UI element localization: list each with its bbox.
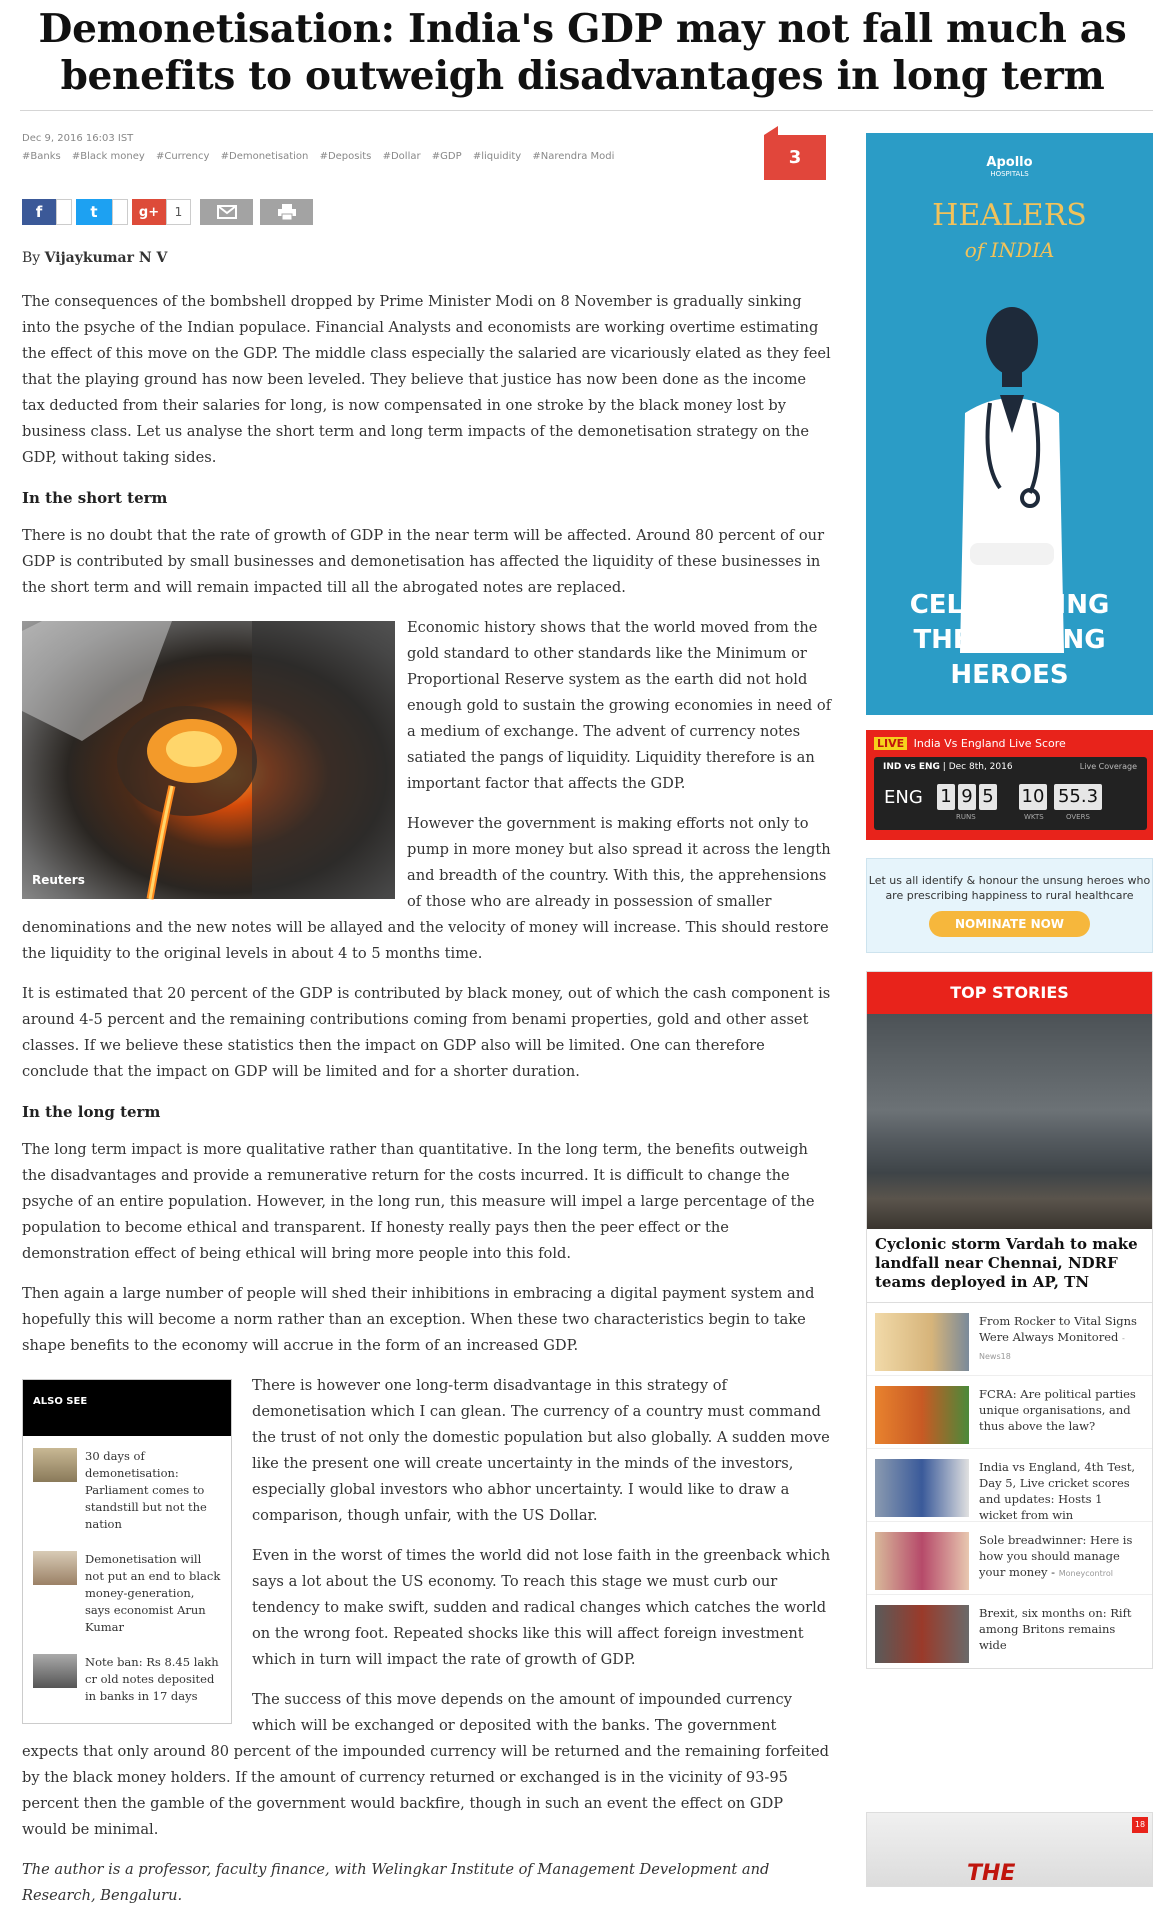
- top-stories-title: TOP STORIES: [867, 972, 1152, 1014]
- live-coverage-label: Live Coverage: [1079, 762, 1137, 771]
- tag-link[interactable]: #Deposits: [319, 151, 372, 162]
- top-story-item[interactable]: From Rocker to Vital Signs Were Always Monitored - News18: [867, 1303, 1152, 1376]
- tag-link[interactable]: #GDP: [431, 151, 462, 162]
- overs-value: 55.3: [1054, 784, 1102, 810]
- top-story-hero-image[interactable]: [867, 1014, 1152, 1229]
- runs-digit: 1: [937, 784, 955, 810]
- paragraph: There is however one long-term disadvantage in this strategy of demonetisation which I can glean. The currency of a country must command the trust of not only the domestic population but also globally. A sudden move like the present one will create uncertainty in the minds of the investors, especially global investors who abhor uncertainty. I would like to draw a comparison, though unfair, with the US Dollar.: [252, 1377, 830, 1524]
- tag-list: [22, 151, 622, 162]
- top-story-hero-title[interactable]: Cyclonic storm Vardah to make landfall near Chennai, NDRF teams deployed in AP, TN: [867, 1229, 1152, 1303]
- wickets-value: 10: [1019, 784, 1047, 810]
- publish-date: Dec 9, 2016 16:03 IST: [22, 133, 134, 144]
- team-name: ENG: [884, 787, 923, 808]
- paragraph: There is no doubt that the rate of growth of GDP in the near term will be affected. Around 80 percent of our GDP is contributed by small businesses and demonetisation has affected the liquidity of these businesses in the short term and will remain impacted till all the abrogated notes are replaced.: [22, 527, 825, 596]
- gplus-count: 1: [166, 199, 191, 225]
- thumbnail: [875, 1605, 969, 1663]
- molten-metal-image: [22, 621, 395, 899]
- article-image: [22, 621, 395, 899]
- celebrating-unsung-heroes: CELEBRATING THE UNSUNG HEROES: [909, 590, 1110, 690]
- facebook-icon: f: [35, 203, 43, 221]
- paragraph: The long term impact is more qualitative rather than quantitative. In the long term, the benefits outweigh the disadvantages and provide a remunerative return for the costs incurred. It is difficult to change the psyche of an entire population. However, in the long run, this measure will impel a large percentage of the population to become ethical and transparent. If honesty really pays then the peer effect or the demonstration effect of being ethical will bring more people into this fold.: [22, 1141, 815, 1262]
- live-badge: LIVE: [874, 737, 907, 750]
- byline: [22, 250, 167, 266]
- top-story-item[interactable]: Sole breadwinner: Here is how you should manage your money - Moneycontrol: [867, 1522, 1152, 1595]
- score-panel: IND vs ENG | Dec 8th, 2016 Live Coverage ENG 1 9 5 10 55.3 RUNS WKTS OVERS: [874, 757, 1147, 830]
- runs-digit: 5: [979, 784, 997, 810]
- tag-link[interactable]: #Black money: [71, 151, 145, 162]
- print-icon: [277, 204, 297, 220]
- thumbnail: [875, 1532, 969, 1590]
- header-divider: [20, 110, 1153, 111]
- apollo-healers-ad[interactable]: [866, 133, 1153, 715]
- paragraph: The consequences of the bombshell dropped by Prime Minister Modi on 8 November is gradually sinking into the psyche of the Indian populace. Financial Analysts and economists are working overtime estimating the effect of this move on the GDP. The middle class especially the salaried are vicariously elated as they feel that the playing ground has now been leveled. They believe that justice has now been done as the income tax deducted from their salaries for long, is now compensated in one stroke by the black money lost by business class. Let us analyse the short term and long term impacts of the demonetisation strategy on the GDP, without taking sides.: [22, 293, 831, 466]
- match-name: IND vs ENG: [883, 762, 940, 772]
- also-see-item[interactable]: 30 days of demonetisation: Parliament comes to standstill but not the nation: [23, 1436, 231, 1539]
- tag-link[interactable]: #Demonetisation: [220, 151, 309, 162]
- nominate-ad: [866, 858, 1153, 953]
- bottom-ad-text: THE: [967, 1861, 1016, 1886]
- image-caption: Reuters: [32, 873, 85, 887]
- paragraph: It is estimated that 20 percent of the GDP is contributed by black money, out of which the cash component is around 4-5 percent and the remaining contributions coming from benami properties, gold and other asset classes. If we believe these statistics then the impact on GDP also will be limited. One can therefore conclude that the impact on GDP will be limited and for a shorter duration.: [22, 985, 831, 1080]
- paragraph: However the government is making efforts not only to pump in more money but also spread it across the length and breadth of the country. With this, the apprehensions of those who are already in possession of smaller denominations and the new notes will be allayed and the velocity of money will increase. This should restore the liquidity to the original levels in about 4 to 5 months time.: [22, 815, 831, 962]
- twitter-icon: t: [90, 203, 98, 221]
- top-story-item[interactable]: Brexit, six months on: Rift among Britons remains wide: [867, 1595, 1152, 1668]
- runs-digit: 9: [958, 784, 976, 810]
- tag-link[interactable]: #Banks: [22, 151, 61, 162]
- thumbnail: [875, 1459, 969, 1517]
- overs-label: OVERS: [1066, 813, 1090, 821]
- thumbnail: [875, 1313, 969, 1371]
- twitter-share-button[interactable]: [76, 199, 112, 225]
- nominate-text: Let us all identify & honour the unsung heroes who are prescribing happiness to rural healthcare: [868, 874, 1151, 902]
- thumbnail: [33, 1551, 77, 1585]
- network18-badge: 18: [1132, 1817, 1148, 1833]
- tag-link[interactable]: #Currency: [155, 151, 210, 162]
- runs-label: RUNS: [956, 813, 976, 821]
- also-see-box: [22, 1379, 232, 1724]
- tag-link[interactable]: #Dollar: [382, 151, 421, 162]
- live-score-title: LIVE India Vs England Live Score: [874, 737, 1066, 750]
- facebook-share-button[interactable]: [22, 199, 56, 225]
- paragraph: The success of this move depends on the amount of impounded currency which will be exchanged or deposited with the banks. The government expects that only around 80 percent of the impounded currency will be returned and the remaining forfeited by the black money holders. If the amount of currency returned or exchanged is in the vicinity of 93-95 percent then the gamble of the government would backfire, though in such an event the effect on GDP would be minimal.: [22, 1691, 829, 1838]
- subheading: In the short term: [22, 489, 168, 507]
- facebook-count: [56, 199, 72, 225]
- also-see-item[interactable]: Note ban: Rs 8.45 lakh cr old notes deposited in banks in 17 days: [23, 1642, 231, 1723]
- match-date: Dec 8th, 2016: [948, 762, 1013, 772]
- article-headline: Demonetisation: India's GDP may not fall much as benefits to outweigh disadvantages in long term: [38, 6, 1127, 99]
- print-button[interactable]: [260, 199, 313, 225]
- comment-count-badge[interactable]: 3: [764, 135, 826, 180]
- author-note: The author is a professor, faculty finance, with Welingkar Institute of Management Development and Research, Bengaluru.: [22, 1861, 770, 1904]
- bottom-ad[interactable]: [866, 1812, 1153, 1887]
- top-story-item[interactable]: FCRA: Are political parties unique organisations, and thus above the law?: [867, 1376, 1152, 1449]
- live-score-widget[interactable]: [866, 730, 1153, 840]
- email-share-button[interactable]: [200, 199, 253, 225]
- paragraph: Economic history shows that the world moved from the gold standard to other standards like the Minimum or Proportional Reserve system as the earth did not hold enough gold to sustain the growing economies in need of a medium of exchange. The advent of currency notes satiated the pangs of liquidity. Liquidity therefore is an important factor that affects the GDP.: [407, 619, 832, 792]
- top-story-item[interactable]: India vs England, 4th Test, Day 5, Live cricket scores and updates: Hosts 1 wicket from win: [867, 1449, 1152, 1522]
- thumbnail: [33, 1654, 77, 1688]
- gplus-share-button[interactable]: [132, 199, 166, 225]
- twitter-count: [112, 199, 128, 225]
- paragraph: Then again a large number of people will shed their inhibitions in embracing a digital payment system and hopefully this will become a norm rather than an exception. When these two characteristics begin to take shape benefits to the economy will accrue in the form of an increased GDP.: [22, 1285, 815, 1354]
- byline-prefix: By: [22, 250, 41, 266]
- apollo-logo: Apollo HOSPITALS: [986, 155, 1033, 178]
- also-see-title: ALSO SEE: [23, 1380, 231, 1436]
- tag-link[interactable]: #liquidity: [472, 151, 522, 162]
- share-bar: [22, 199, 313, 225]
- nominate-now-button[interactable]: NOMINATE NOW: [929, 911, 1090, 937]
- article-body: [22, 289, 832, 1923]
- thumbnail: [875, 1386, 969, 1444]
- healers-of-india-title: HEALERS of INDIA: [932, 198, 1087, 262]
- author-name[interactable]: Vijaykumar N V: [44, 250, 168, 266]
- email-icon: [217, 205, 237, 219]
- tag-link[interactable]: #Narendra Modi: [532, 151, 615, 162]
- top-stories: [866, 971, 1153, 1669]
- wickets-label: WKTS: [1024, 813, 1044, 821]
- paragraph: Even in the worst of times the world did not lose faith in the greenback which says a lot about the US economy. To reach this stage we must curb our tendency to make swift, sudden and radical changes which catches the world on the wrong foot. Repeated shocks like this will affect foreign investment which in turn will impact the rate of growth of GDP.: [252, 1547, 831, 1668]
- sidebar: [866, 133, 1153, 1669]
- thumbnail: [33, 1448, 77, 1482]
- subheading: In the long term: [22, 1103, 161, 1121]
- also-see-item[interactable]: Demonetisation will not put an end to black money-generation, says economist Arun Kumar: [23, 1539, 231, 1642]
- gplus-icon: g+: [138, 204, 160, 220]
